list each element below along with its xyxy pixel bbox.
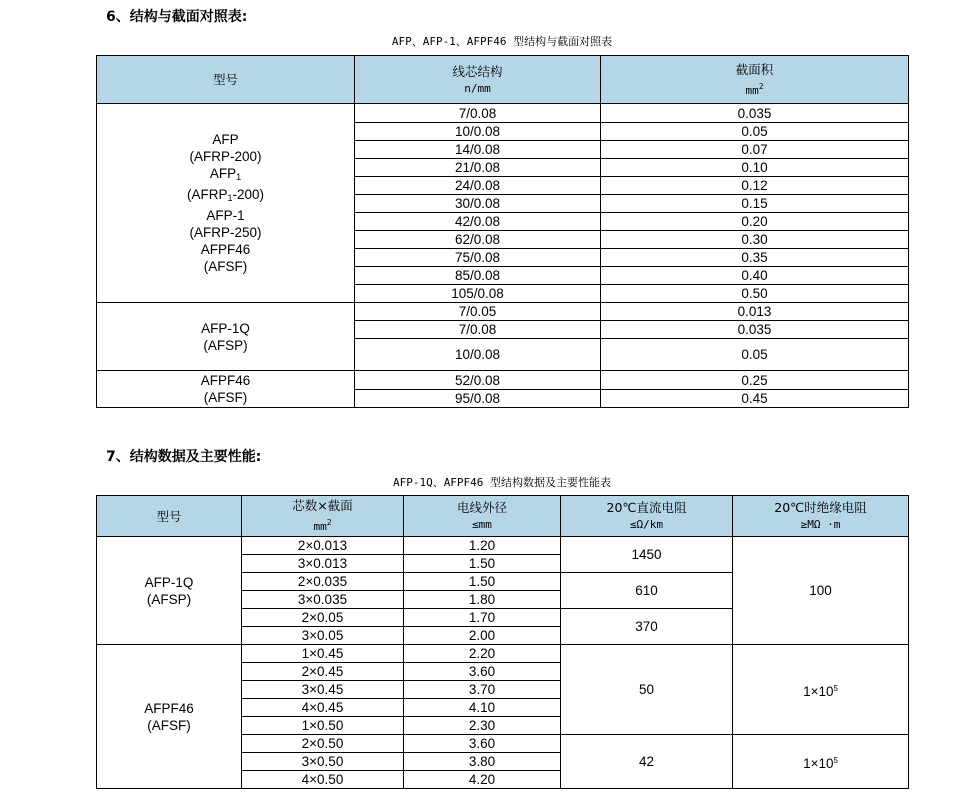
- header-cores-area: 芯数×截面 $mm^2$: [242, 496, 404, 537]
- diameter-cell: 3.60: [404, 663, 561, 681]
- area-cell: 0.50: [601, 285, 909, 303]
- cores-cell: 3×0.50: [242, 753, 404, 771]
- core-cell: 7/0.08: [355, 321, 601, 339]
- diameter-cell: 2.30: [404, 717, 561, 735]
- core-cell: 7/0.05: [355, 303, 601, 321]
- area-cell: 0.035: [601, 321, 909, 339]
- header-area: 截面积 $mm^2$: [601, 56, 909, 104]
- header-model: 型号: [97, 56, 355, 104]
- cores-cell: 4×0.45: [242, 699, 404, 717]
- area-cell: 0.15: [601, 195, 909, 213]
- diameter-cell: 4.10: [404, 699, 561, 717]
- area-cell: 0.30: [601, 231, 909, 249]
- core-cell: 10/0.08: [355, 339, 601, 371]
- cores-cell: 2×0.035: [242, 573, 404, 591]
- area-cell: 0.10: [601, 159, 909, 177]
- area-cell: 0.035: [601, 104, 909, 123]
- diameter-cell: 1.50: [404, 555, 561, 573]
- area-cell: 0.45: [601, 390, 909, 408]
- diameter-cell: 1.70: [404, 609, 561, 627]
- cores-cell: 3×0.05: [242, 627, 404, 645]
- cores-cell: 2×0.013: [242, 537, 404, 555]
- cores-cell: 2×0.50: [242, 735, 404, 753]
- area-cell: 0.40: [601, 267, 909, 285]
- diameter-cell: 2.20: [404, 645, 561, 663]
- area-cell: 0.05: [601, 339, 909, 371]
- core-cell: 85/0.08: [355, 267, 601, 285]
- model-group-afpf46: AFPF46 (AFSF): [97, 371, 355, 408]
- area-cell: 0.20: [601, 213, 909, 231]
- resistance-cell: 50: [561, 645, 733, 735]
- core-cell: 14/0.08: [355, 141, 601, 159]
- resistance-cell: 42: [561, 735, 733, 789]
- area-cell: 0.12: [601, 177, 909, 195]
- diameter-cell: 3.70: [404, 681, 561, 699]
- cores-cell: 3×0.45: [242, 681, 404, 699]
- cores-cell: 2×0.45: [242, 663, 404, 681]
- diameter-cell: 1.20: [404, 537, 561, 555]
- insulation-cell: $1\times 10^5$: [733, 735, 909, 789]
- header-core-structure: 线芯结构 n/mm: [355, 56, 601, 104]
- insulation-cell: $1\times 10^5$: [733, 645, 909, 735]
- core-cell: 30/0.08: [355, 195, 601, 213]
- diameter-cell: 3.80: [404, 753, 561, 771]
- core-cell: 42/0.08: [355, 213, 601, 231]
- diameter-cell: 1.50: [404, 573, 561, 591]
- table-1-caption: AFP、AFP-1、AFPF46 型结构与截面对照表: [391, 35, 613, 48]
- core-cell: 21/0.08: [355, 159, 601, 177]
- model-group-afpf46: AFPF46 (AFSF): [97, 645, 242, 789]
- resistance-cell: 370: [561, 609, 733, 645]
- model-group-afp: AFP (AFRP-200) $AFP_1$ $(AFRP_1-200)$ AFP-1 (AFRP-250) AFPF46 (AFSF): [97, 104, 355, 303]
- resistance-cell: 610: [561, 573, 733, 609]
- area-cell: 0.05: [601, 123, 909, 141]
- diameter-cell: 4.20: [404, 771, 561, 789]
- area-cell: 0.35: [601, 249, 909, 267]
- model-group-afp-1q: AFP-1Q (AFSP): [97, 303, 355, 371]
- section-7-title: 7、结构数据及主要性能:: [106, 449, 262, 465]
- insulation-cell: 100: [733, 537, 909, 645]
- table-2-caption: AFP-1Q、AFPF46 型结构数据及主要性能表: [392, 476, 612, 489]
- core-cell: 105/0.08: [355, 285, 601, 303]
- core-cell: 62/0.08: [355, 231, 601, 249]
- core-cell: 95/0.08: [355, 390, 601, 408]
- core-cell: 10/0.08: [355, 123, 601, 141]
- core-cell: 75/0.08: [355, 249, 601, 267]
- area-cell: 0.07: [601, 141, 909, 159]
- core-cell: 24/0.08: [355, 177, 601, 195]
- structure-area-table: [96, 55, 909, 408]
- header-insulation-resistance: 20℃时绝缘电阻 ≥MΩ ·m: [733, 496, 909, 537]
- resistance-cell: 1450: [561, 537, 733, 573]
- header-outer-diameter: 电线外径 ≤mm: [404, 496, 561, 537]
- cores-cell: 2×0.05: [242, 609, 404, 627]
- diameter-cell: 1.80: [404, 591, 561, 609]
- area-cell: 0.25: [601, 371, 909, 390]
- header-dc-resistance: 20℃直流电阻 ≤Ω/km: [561, 496, 733, 537]
- core-cell: 7/0.08: [355, 104, 601, 123]
- diameter-cell: 2.00: [404, 627, 561, 645]
- cores-cell: 3×0.035: [242, 591, 404, 609]
- cores-cell: 1×0.50: [242, 717, 404, 735]
- header-model: 型号: [97, 496, 242, 537]
- cores-cell: 1×0.45: [242, 645, 404, 663]
- cores-cell: 3×0.013: [242, 555, 404, 573]
- core-cell: 52/0.08: [355, 371, 601, 390]
- area-cell: 0.013: [601, 303, 909, 321]
- cores-cell: 4×0.50: [242, 771, 404, 789]
- section-6-title: 6、结构与截面对照表:: [106, 9, 248, 25]
- diameter-cell: 3.60: [404, 735, 561, 753]
- performance-table: [96, 495, 909, 789]
- model-group-afp-1q: AFP-1Q (AFSP): [97, 537, 242, 645]
